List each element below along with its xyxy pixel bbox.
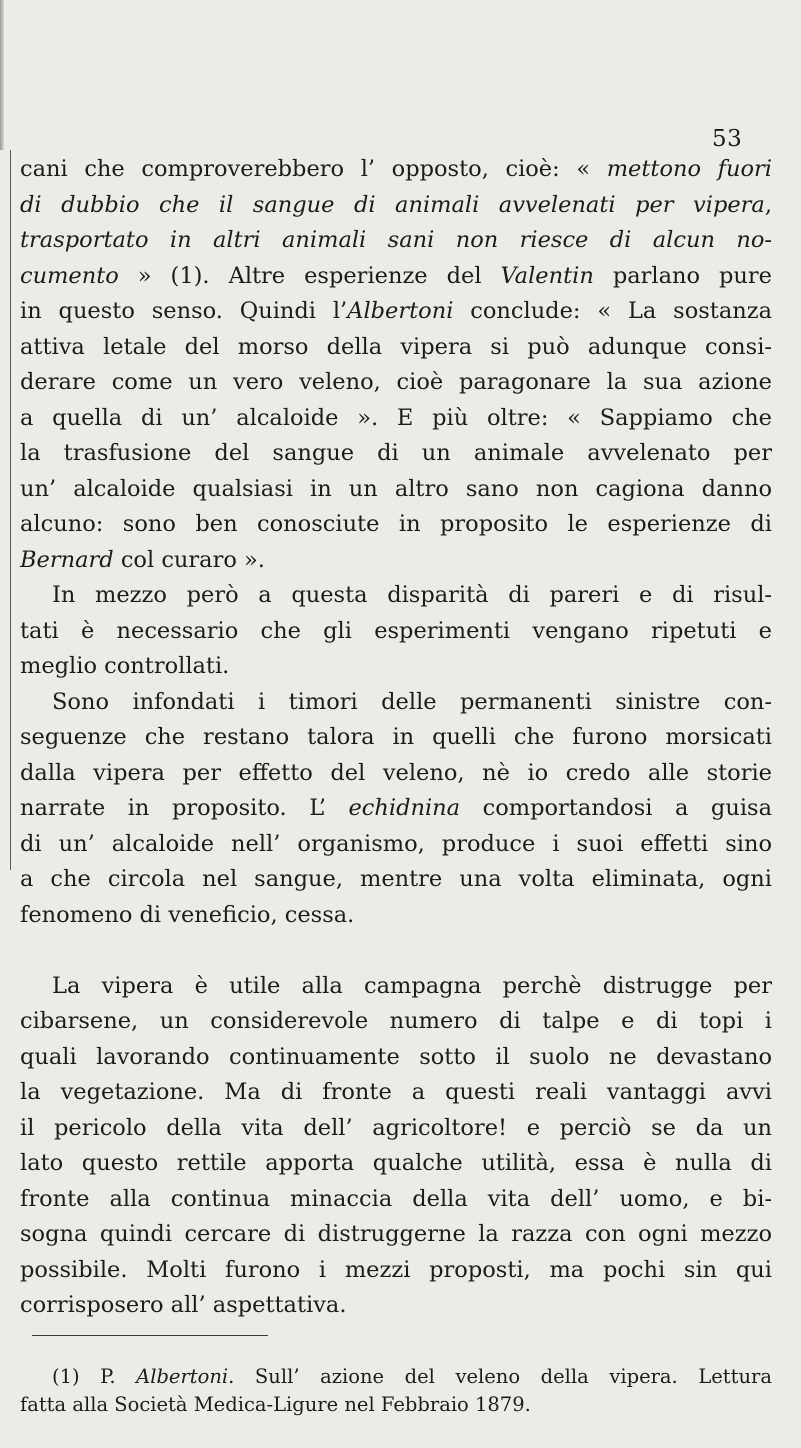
footnote-line: (1) P. Albertoni. Sull’ azione del veleno della vipera. Lettura [52,1365,772,1388]
text-line: seguenze che restano talora in quelli che furono morsicati [20,724,772,750]
text-line: cumento » (1). Altre esperienze del Valentin parlano pure [20,262,772,289]
text-line: cibarsene, un considerevole numero di talpe e di topi i [20,1008,772,1034]
page-number: 53 [712,126,743,152]
text-line: Bernard col curaro ». [20,546,265,573]
text-line: fronte alla continua minaccia della vita dell’ uomo, e bi- [20,1185,772,1212]
body-text [20,152,772,1324]
text-line: fenomeno di veneficio, cessa. [20,901,355,928]
text-line: in questo senso. Quindi l’Albertoni conclude: « La sostanza [20,298,772,324]
text-line: In mezzo però a questa disparità di pareri e di risul- [52,582,772,608]
text-line: narrate in proposito. L’ echidnina comportandosi a guisa [20,795,772,821]
text-line: il pericolo della vita dell’ agricoltore! e perciò se da un [20,1114,772,1141]
text-line: sogna quindi cercare di distruggerne la razza con ogni mezzo [20,1221,772,1247]
text-line: trasportato in altri animali sani non riesce di alcun no- [20,227,772,253]
text-line: di dubbio che il sangue di animali avvelenati per vipera, [20,191,772,218]
text-line: meglio controllati. [20,653,230,679]
page-binding-shadow [0,0,4,150]
text-line: lato questo rettile apporta qualche utilità, essa è nulla di [20,1150,772,1176]
text-line: alcuno: sono ben conosciute in proposito le esperienze di [20,511,772,537]
text-line: la vegetazione. Ma di fronte a questi reali vantaggi avvi [20,1079,772,1105]
text-line: derare come un vero veleno, cioè paragonare la sua azione [20,369,772,395]
paragraph-gap [20,933,772,969]
text-line: un’ alcaloide qualsiasi in un altro sano non cagiona danno [20,475,772,502]
text-line: tati è necessario che gli esperimenti vengano ripetuti e [20,617,772,644]
text-line: La vipera è utile alla campagna perchè distrugge per [52,972,772,999]
text-line: a che circola nel sangue, mentre una volta eliminata, ogni [20,866,772,892]
text-line: a quella di un’ alcaloide ». E più oltre: « Sappiamo che [20,404,772,431]
text-line: Sono infondati i timori delle permanenti sinistre con- [52,688,772,715]
footnote-divider [32,1335,268,1336]
footnote-line: fatta alla Società Medica-Ligure nel Febbraio 1879. [20,1393,531,1416]
text-line: quali lavorando continuamente sotto il suolo ne devastano [20,1043,772,1070]
text-line: la trasfusione del sangue di un animale avvelenato per [20,440,772,466]
text-line: di un’ alcaloide nell’ organismo, produce i suoi effetti sino [20,830,772,857]
text-line: corrisposero all’ aspettativa. [20,1292,347,1318]
page-margin-line [10,150,11,870]
text-line: attiva letale del morso della vipera si può adunque consi- [20,333,772,360]
text-line: dalla vipera per effetto del veleno, nè io credo alle storie [20,759,772,786]
text-line: cani che comproverebbero l’ opposto, cioè: « mettono fuori [20,156,772,182]
footnote [20,1363,772,1419]
text-line: possibile. Molti furono i mezzi proposti, ma pochi sin qui [20,1256,772,1283]
